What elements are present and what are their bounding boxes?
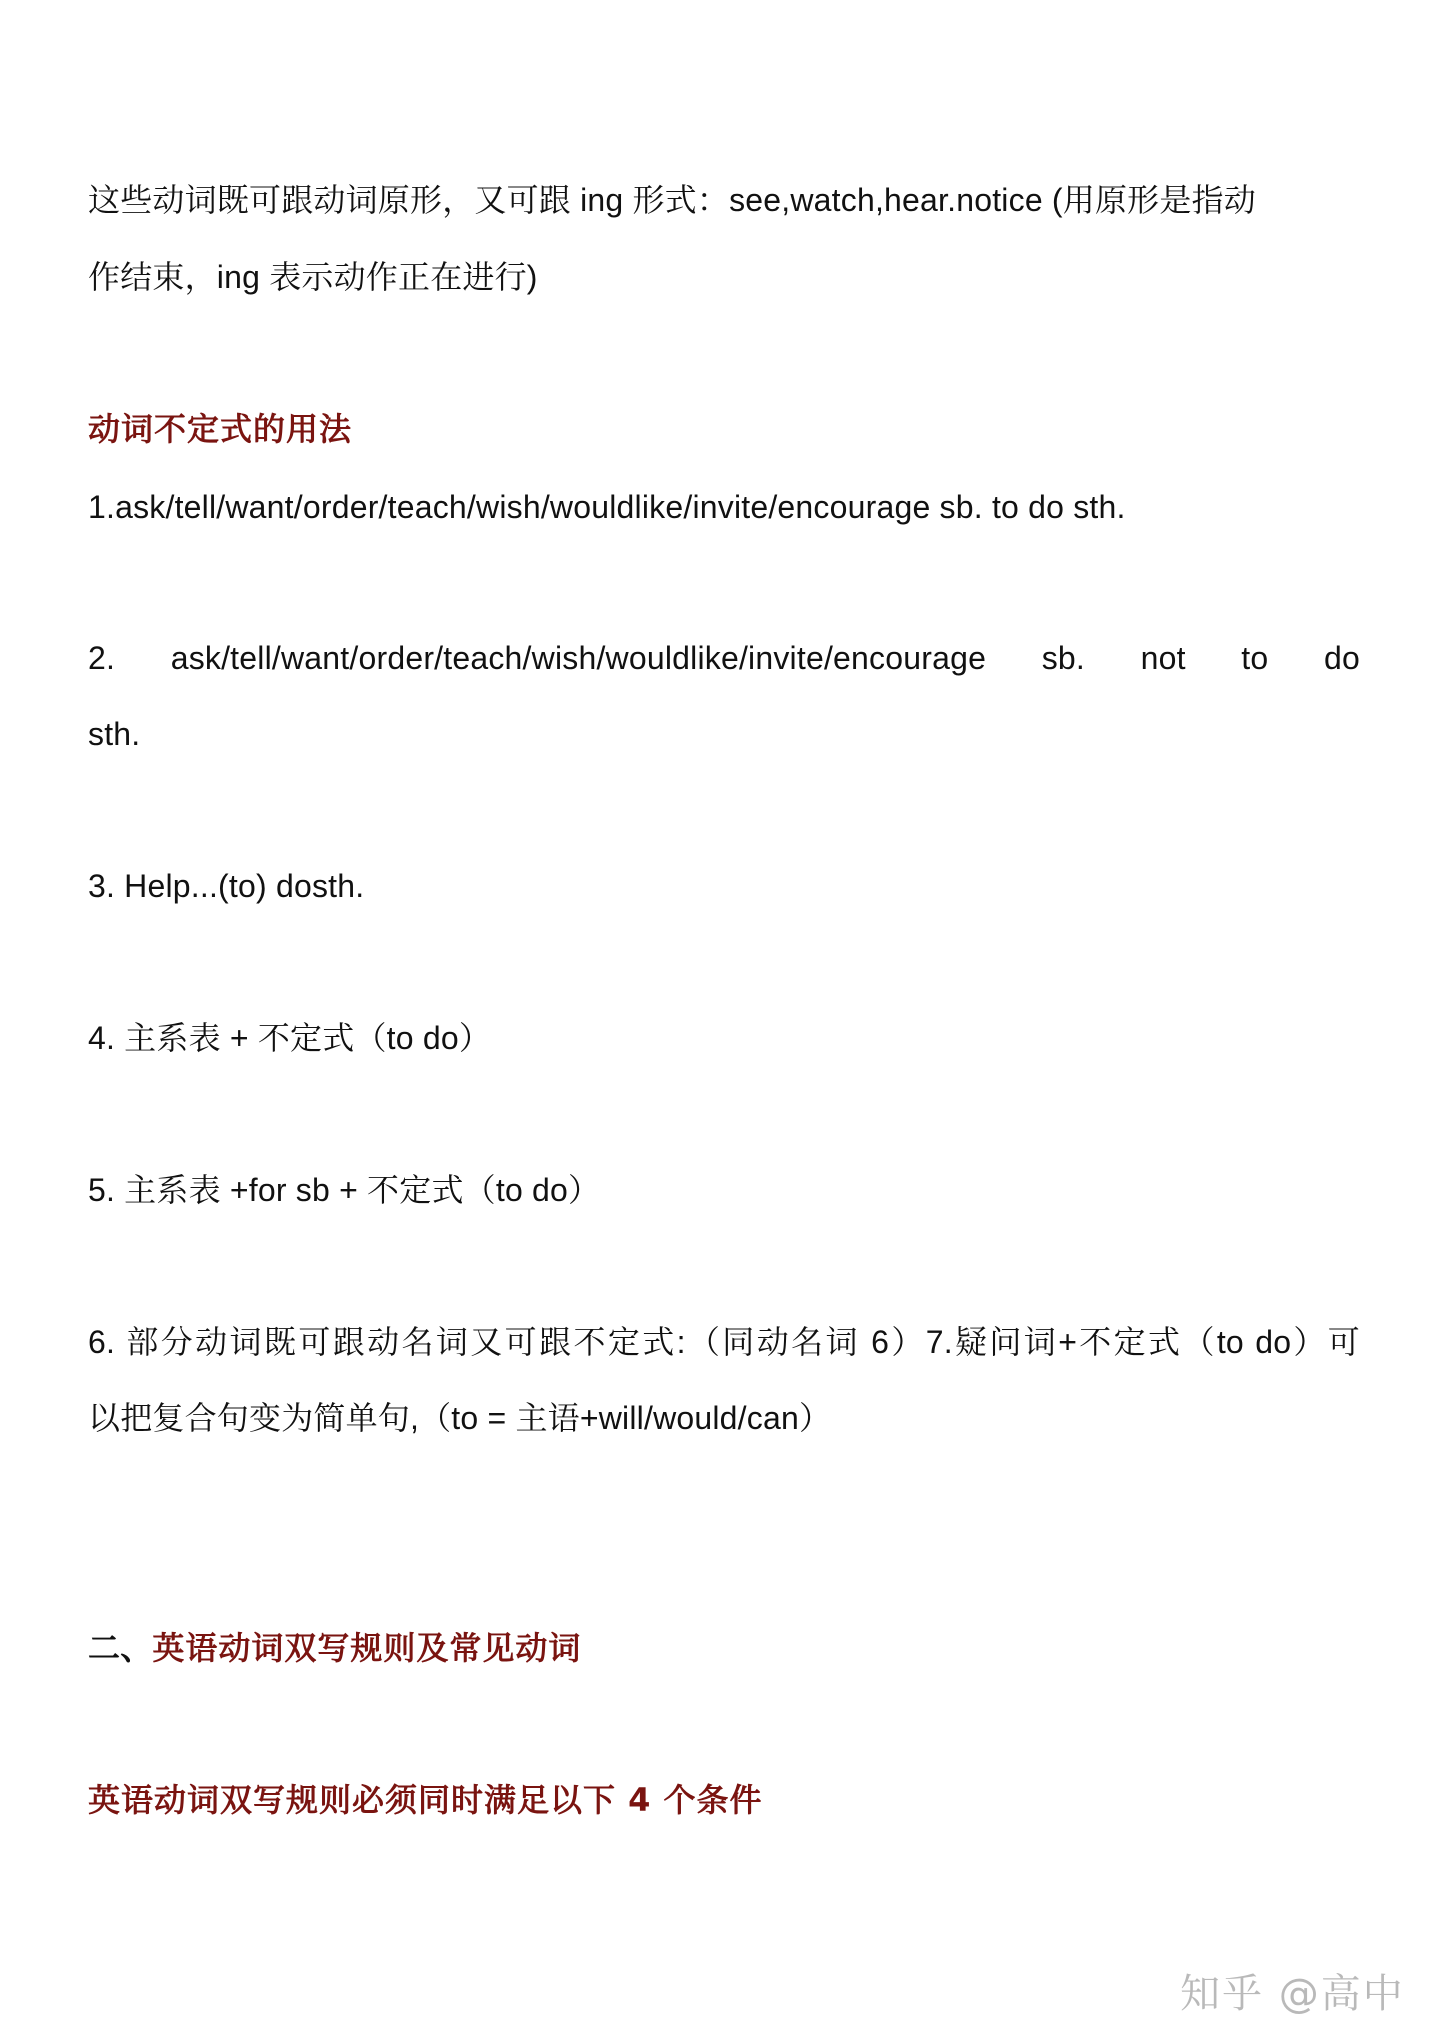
list-item-3: 3. Help...(to) dosth. — [88, 868, 365, 904]
zhihu-watermark: 知乎 @高中 — [1180, 1971, 1405, 2017]
list-item-6-continuation: 以把复合句变为简单句,（to = 主语+will/would/can） — [88, 1400, 832, 1436]
section-two-heading-row — [88, 1628, 1360, 1668]
intro-line-2: 作结束，ing 表示动作正在进行) — [88, 259, 538, 295]
list-item-4: 4. 主系表 + 不定式（to do） — [88, 1020, 492, 1056]
section-heading-infinitive: 动词不定式的用法 — [88, 410, 353, 448]
intro-line-1: 这些动词既可跟动词原形，又可跟 ing 形式：see,watch,hear.notice (用原形是指动 — [88, 182, 1256, 218]
list-item-2-continuation: sth. — [88, 716, 141, 752]
list-item-5: 5. 主系表 +for sb + 不定式（to do） — [88, 1172, 601, 1208]
section-number: 二、 — [88, 1629, 153, 1667]
list-item-6: 6. 部分动词既可跟动名词又可跟不定式:（同动名词 6）7.疑问词+不定式（to do）可 — [88, 1324, 1360, 1360]
section-two-subheading: 英语动词双写规则必须同时满足以下 4 个条件 — [88, 1781, 763, 1819]
list-item-1: 1.ask/tell/want/order/teach/wish/wouldlike/invite/encourage sb. to do sth. — [88, 489, 1126, 525]
section-two-heading: 英语动词双写规则及常见动词 — [152, 1629, 582, 1667]
list-item-2: 2. ask/tell/want/order/teach/wish/wouldlike/invite/encourage sb. not to do — [88, 640, 1360, 676]
